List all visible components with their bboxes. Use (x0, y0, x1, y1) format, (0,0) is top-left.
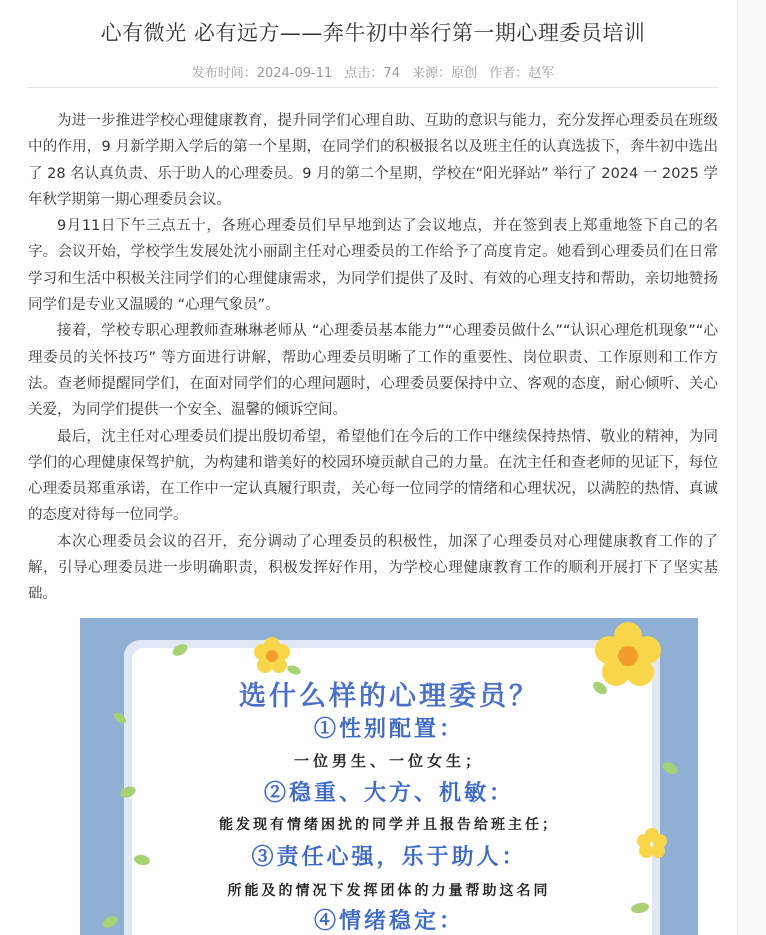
paragraph: 9月11日下午三点五十，各班心理委员们早早地到达了会议地点，并在签到表上郑重地签下自己的名字。会议开始，学校学生发展处沈小丽副主任对心理委员的工作给予了高度肯定。她看到心理委员们在日常学习和生活中积极关注同学们的心理健康需求，为同学们提供了及时、有效的心理支持和帮助，亲切地赞扬同学们是专业又温暖的 “心理气象员”。 (28, 218, 718, 314)
poster-item-heading: ④情绪稳定： (313, 908, 464, 934)
article-image-poster (80, 618, 698, 935)
publish-time: 发布时间：2024-09-11 (191, 66, 333, 81)
poster-title: 选什么样的心理委员？ (239, 681, 539, 712)
paragraph: 为进一步推进学校心理健康教育，提升同学们心理自助、互助的意识与能力，充分发挥心理委员在班级中的作用，9 月新学期入学后的第一个星期，在同学们的积极报名以及班主任的认真选拔下，奔牛初中选出了 28 名认真负责、乐于助人的心理委员。9 月的第二个星期，学校在“阳光驿站” 举行了 2024 一 2025 学年秋学期第一期心理委员会议。 (28, 113, 718, 208)
article-body (28, 108, 718, 608)
paragraph: 本次心理委员会议的召开，充分调动了心理委员的积极性，加深了心理委员对心理健康教育工作的了解，引导心理委员进一步明确职责，积极发挥好作用，为学校心理健康教育工作的顺利开展打下了坚实基础。 (28, 533, 718, 603)
article-title: 心有微光 必有远方——奔牛初中举行第一期心理委员培训 (100, 21, 646, 45)
scrollbar-track[interactable] (737, 0, 766, 935)
poster-item-text: 一位男生、一位女生； (293, 752, 484, 770)
article-meta (28, 61, 718, 88)
poster-item-heading: ③责任心强，乐于助人： (251, 844, 527, 870)
click-count: 点击：74 (344, 66, 400, 81)
article (28, 0, 718, 608)
source: 来源：原创 (412, 66, 478, 81)
poster-item-text: 所能及的情况下发挥团体的力量帮助这名同 (227, 883, 551, 899)
poster-item-text: 能发现有情绪困扰的同学并且报告给班主任； (219, 817, 559, 833)
author: 作者：赵军 (489, 66, 555, 81)
poster-item-heading: ①性别配置： (313, 716, 464, 742)
poster-item-heading: ②稳重、大方、机敏： (263, 780, 514, 806)
paragraph: 最后，沈主任对心理委员们提出殷切希望，希望他们在今后的工作中继续保持热情、敬业的精神，为同学们的心理健康保驾护航，为构建和谐美好的校园环境贡献自己的力量。在沈主任和查老师的见证下，每位心理委员郑重承诺，在工作中一定认真履行职责，关心每一位同学的情绪和心理状况，以满腔的热情、真诚的态度对待每一位同学。 (28, 428, 718, 524)
paragraph: 接着，学校专职心理教师查琳琳老师从 “心理委员基本能力”“心理委员做什么”“认识心理危机现象”“心理委员的关怀技巧” 等方面进行讲解，帮助心理委员明晰了工作的重要性、岗位职责、工作原则和工作方法。查老师提醒同学们，在面对同学们的心理问题时，心理委员要保持中立、客观的态度，耐心倾听、关心关爱，为同学们提供一个安全、温馨的倾诉空间。 (28, 323, 718, 419)
